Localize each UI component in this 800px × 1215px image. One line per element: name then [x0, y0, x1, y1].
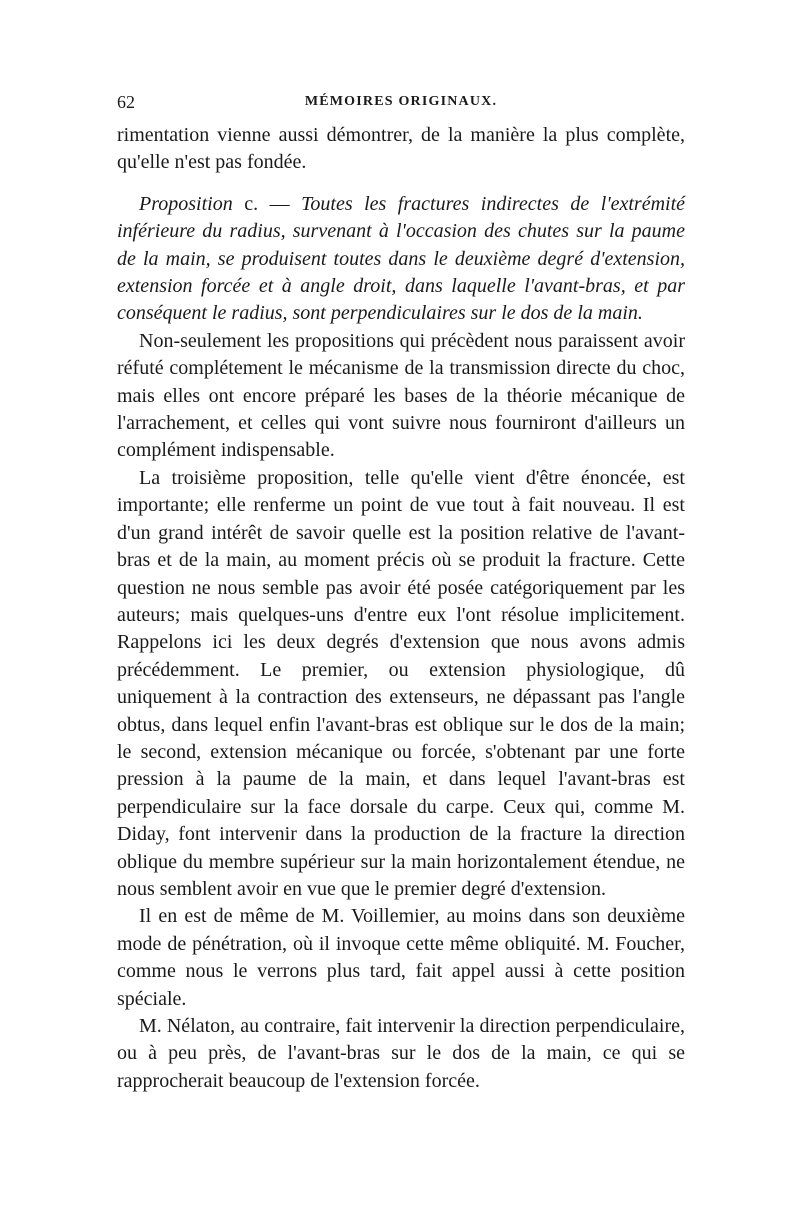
proposition-c-paragraph [117, 191, 685, 328]
proposition-label: Proposition [139, 192, 233, 215]
page-number: 62 [117, 92, 135, 112]
paragraph-6: M. Nélaton, au contraire, fait intervenir la direction perpendiculaire, ou à peu près, de l'avant-bras sur le dos de la main, ce qui se rapprocherait beaucoup de l'extension forcée. [117, 1015, 685, 1092]
running-title: MÉMOIRES ORIGINAUX. [304, 94, 498, 109]
paragraph-4: La troisième proposition, telle qu'elle vient d'être énoncée, est importante; elle renferme un point de vue tout à fait nouveau. Il est d'un grand intérêt de savoir quelle est la position relative de l'avant-bras et de la main, au moment précis où se produit la fracture. Cette question ne nous semble pas avoir été posée catégoriquement par les auteurs; mais quelques-uns d'entre eux l'ont résolue implicitement. Rappelons ici les deux degrés d'extension que nous avons admis précédemment. Le premier, ou extension physiologique, dû uniquement à la contraction des extenseurs, ne dépassant pas l'angle obtus, dans lequel enfin l'avant-bras est oblique sur le dos de la main; le second, extension mécanique ou forcée, s'obtenant par une forte pression à la paume de la main, et dans lequel l'avant-bras est perpendiculaire sur la face dorsale du carpe. Ceux qui, comme M. Diday, font intervenir dans la production de la fracture la direction oblique du membre supérieur sur la main horizontalement étendue, ne nous semblent avoir en vue que le premier degré d'extension. [117, 466, 685, 900]
book-page [117, 92, 685, 1095]
paragraph-3: Non-seulement les propositions qui précèdent nous paraissent avoir réfuté complétement le mécanisme de la transmission directe du choc, mais elles ont encore préparé les bases de la théorie mécanique de l'arrachement, et celles qui vont suivre nous fourniront d'ailleurs un complément indispensable. [117, 329, 685, 462]
proposition-letter: c. [232, 192, 259, 215]
proposition-dash: — [258, 192, 302, 215]
running-header [117, 92, 685, 122]
paragraph-1: rimentation vienne aussi démontrer, de la manière la plus complète, qu'elle n'est pas fondée. [117, 124, 685, 174]
proposition-text: Toutes les fractures indirectes de l'extrémité inférieure du radius, survenant à l'occasion des chutes sur la paume de la main, se produisent toutes dans le deuxième degré d'extension, extension forcée et à angle droit, dans laquelle l'avant-bras, et par conséquent le radius, sont perpendiculaires sur le dos de la main. [117, 192, 685, 325]
paragraph-5: Il en est de même de M. Voillemier, au moins dans son deuxième mode de pénétration, où il invoque cette même obliquité. M. Foucher, comme nous le verrons plus tard, fait appel aussi à cette position spéciale. [117, 905, 685, 1010]
